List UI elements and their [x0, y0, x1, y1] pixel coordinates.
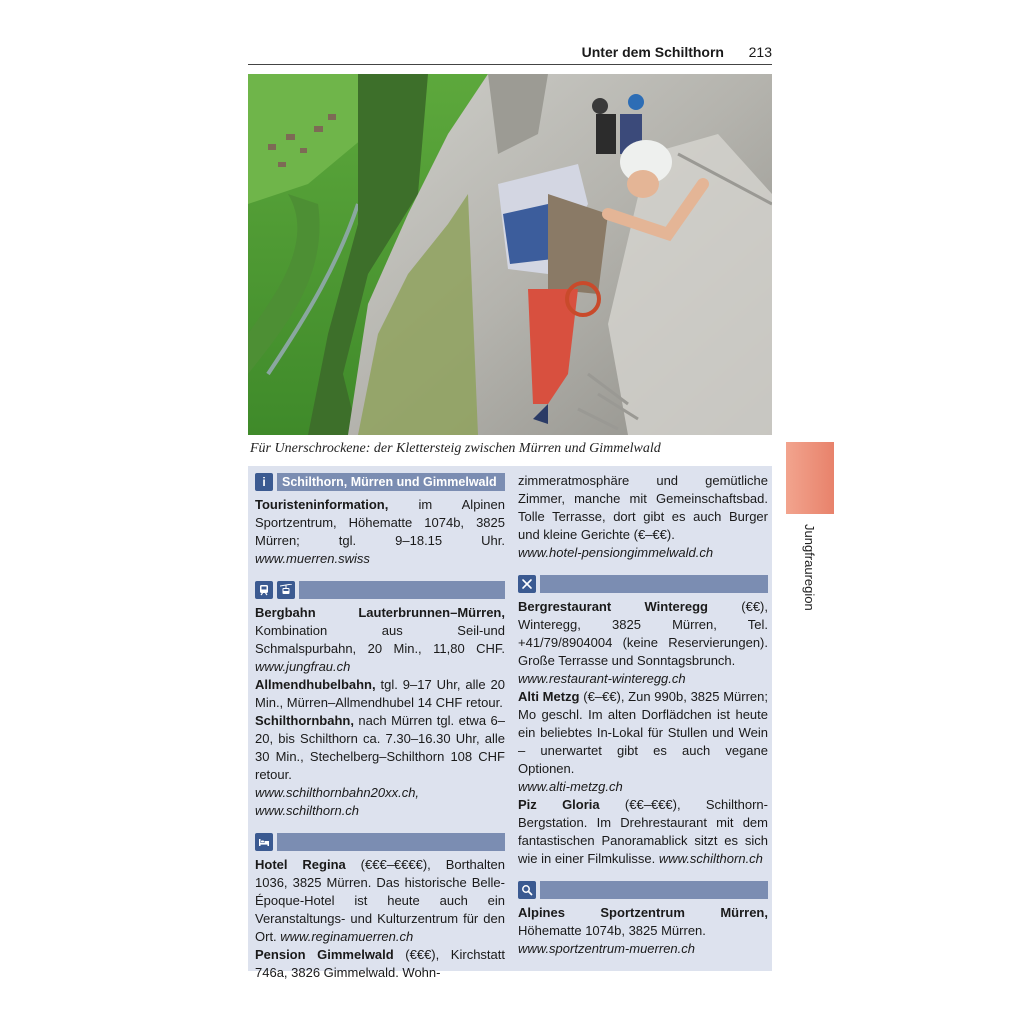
link-reginamuerren[interactable]: www.reginamuerren.ch	[280, 929, 414, 944]
region-label: Jungfrauregion	[802, 524, 817, 611]
train-icon	[255, 581, 273, 599]
link-muerren[interactable]: www.muerren.swiss	[255, 551, 370, 566]
section-bar	[540, 575, 768, 593]
link-hotel-pensiongimmelwald[interactable]: www.hotel-pensiongimmelwald.ch	[518, 545, 714, 560]
section-header-info	[255, 472, 505, 492]
info-icon: i	[255, 473, 273, 491]
entry-winteregg: Bergrestaurant Winteregg (€€), Winteregg, 3825 Mürren, Tel. +41/79/8904004 (keine Reservierungen). Große Terrasse und Sonntagsbrunch.	[518, 599, 768, 668]
running-header	[248, 44, 772, 65]
photo-illustration	[248, 74, 772, 435]
magnifier-icon	[518, 881, 536, 899]
info-box	[248, 466, 772, 980]
entry-schilthornbahn: Schilthornbahn, nach Mürren tgl. etwa 6–20, bis Schilthorn ca. 7.30–16.30 Uhr, alle 30 Min., Stechelberg–Schilthorn 108 CHF retour.	[255, 713, 505, 782]
bed-icon	[255, 833, 273, 851]
section-header-activities	[518, 880, 768, 900]
section-header-restaurants	[518, 574, 768, 594]
info-column-left	[255, 472, 505, 982]
section-header-hotels	[255, 832, 505, 852]
entry-hotel-regina: Hotel Regina (€€€–€€€€), Borthalten 1036, 3825 Mürren. Das historische Belle-Époque-Hotel ist heute auch ein Veranstaltungs- und Kulturzentrum für den Ort. www.reginamuerren.ch	[255, 857, 505, 944]
section-bar	[299, 581, 505, 599]
link-schilthorn-ch[interactable]: www.schilthorn.ch	[658, 851, 763, 866]
entry-sportzentrum: Alpines Sportzentrum Mürren, Höhematte 1074b, 3825 Mürren.	[518, 905, 768, 938]
entry-alti-metzg: Alti Metzg (€–€€), Zun 990b, 3825 Mürren; Mo geschl. Im alten Dorflädchen ist heute ein beliebtes In-Lokal für Stullen und Wein – unerwartet gibt es auch vegane Optionen.	[518, 689, 769, 776]
section-title: Schilthorn, Mürren und Gimmelwald	[277, 473, 505, 491]
entry-allmendhubelbahn: Allmendhubelbahn, tgl. 9–17 Uhr, alle 20 Min., Mürren–Allmendhubel 14 CHF retour.	[255, 677, 505, 710]
entry-pension-gimmelwald-cont: zimmeratmosphäre und gemütliche Zimmer, manche mit Gemeinschaftsbad. Tolle Terrasse, dort gibt es auch Burger und kleine Gerichte (€–€€).	[518, 473, 768, 542]
via-ferrata-photo	[248, 74, 772, 435]
cutlery-icon	[518, 575, 536, 593]
entry-pension-gimmelwald: Pension Gimmelwald (€€€), Kirchstatt 746a, 3826 Gimmelwald. Wohn-	[255, 947, 505, 980]
section-bar	[540, 881, 768, 899]
page-number: 213	[748, 44, 772, 60]
cable-car-icon	[277, 581, 295, 599]
link-schilthorn[interactable]: www.schilthorn.ch	[255, 803, 360, 818]
entry-piz-gloria: Piz Gloria (€€–€€€), Schilthorn-Bergstation. Im Drehrestaurant mit dem fantastischen Panoramablick sitzt es sich wie in einer Filmkulisse. www.schilthorn.ch	[518, 797, 768, 866]
entry-bergbahn: Bergbahn Lauterbrunnen–Mürren, Kombination aus Seil-und Schmalspurbahn, 20 Min., 11,80 CHF. www.jungfrau.ch	[255, 605, 505, 674]
link-jungfrau[interactable]: www.jungfrau.ch	[255, 659, 351, 674]
link-sportzentrum-muerren[interactable]: www.sportzentrum-muerren.ch	[518, 941, 695, 956]
region-tab	[786, 442, 834, 514]
link-restaurant-winteregg[interactable]: www.restaurant-winteregg.ch	[518, 671, 686, 686]
link-schilthornbahn[interactable]: www.schilthornbahn20xx.ch,	[255, 785, 420, 800]
photo-caption: Für Unerschrockene: der Klettersteig zwischen Mürren und Gimmelwald	[250, 441, 661, 456]
info-column-right	[518, 472, 768, 958]
chapter-title: Unter dem Schilthorn	[581, 44, 724, 60]
link-alti-metzg[interactable]: www.alti-metzg.ch	[518, 779, 623, 794]
entry-touristeninformation: Touristeninformation, im Alpinen Sportzentrum, Höhematte 1074b, 3825 Mürren; tgl. 9–18.15 Uhr. www.muerren.swiss	[255, 497, 505, 566]
section-header-transport	[255, 580, 505, 600]
section-bar	[277, 833, 505, 851]
